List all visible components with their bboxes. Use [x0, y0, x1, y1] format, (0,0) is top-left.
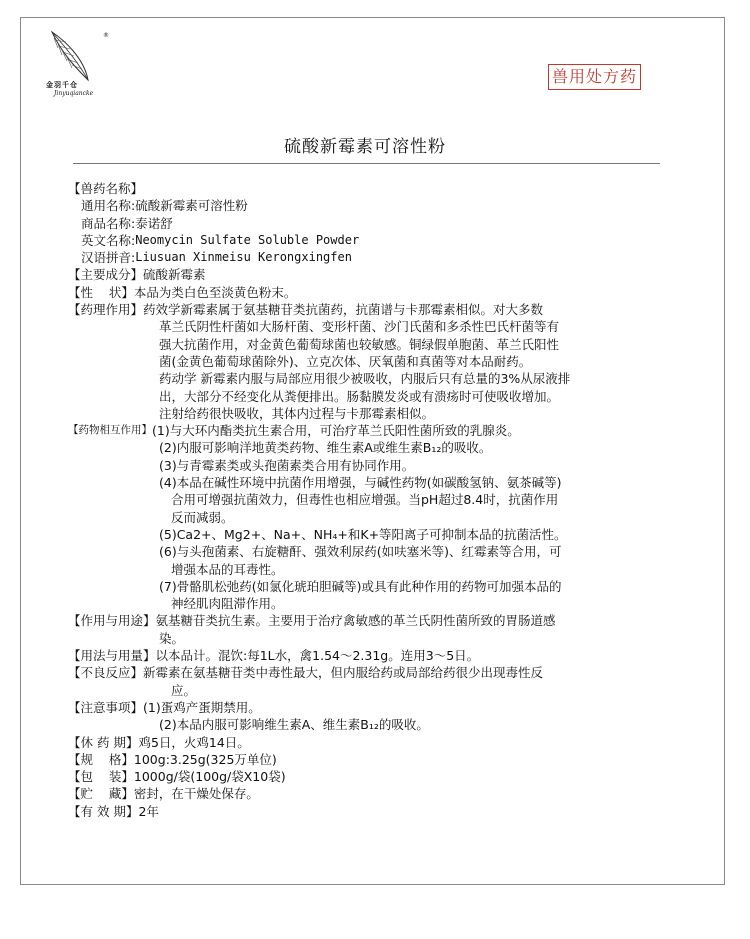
- interaction-item: (4)本品在碱性环境中抗菌作用增强，与碱性药物(如碳酸氢钠、氨茶碱等): [159, 475, 562, 491]
- section-line: (2)本品内服可影响维生素A、维生素B₁₂的吸收。: [159, 717, 429, 733]
- section-line: 菌(金黄色葡萄球菌除外)、立克次体、厌氧菌和真菌等对本品耐药。: [159, 353, 532, 369]
- section-label: 【休 药 期】: [68, 734, 139, 750]
- field-value: 泰诺舒: [135, 215, 173, 231]
- pinyin-name-row: [68, 249, 668, 266]
- section-value: 1000g/袋(100g/袋X10袋): [133, 769, 286, 785]
- appearance-row: [68, 284, 668, 301]
- section-line: 氨基糖苷类抗生素。主要用于治疗禽敏感的革兰氏阴性菌所致的胃肠道感: [155, 613, 556, 629]
- field-value: 硫酸新霉素可溶性粉: [135, 198, 248, 214]
- section-name-header: [68, 180, 668, 197]
- section-label: 【性 状】: [68, 284, 134, 300]
- validity-row: [68, 803, 668, 820]
- section-label: 【有 效 期】: [68, 803, 139, 819]
- interaction-item-cont: 反而减弱。: [171, 509, 234, 525]
- interaction-item: (5)Ca2+、Mg2+、Na+、NH₄+和K+等阳离子可抑制本品的抗菌活性。: [159, 526, 567, 542]
- precautions-row: [68, 699, 668, 716]
- section-line: (1)蛋鸡产蛋期禁用。: [143, 699, 261, 715]
- interaction-item: (3)与青霉素类或头孢菌素类合用有协同作用。: [159, 457, 415, 473]
- section-value: 硫酸新霉素: [143, 267, 206, 283]
- generic-name-row: [68, 197, 668, 214]
- section-value: 密封，在干燥处保存。: [133, 786, 259, 802]
- pharmacology-row: [68, 301, 668, 318]
- section-label: 【药理作用】: [68, 302, 144, 318]
- section-label: 【药物相互作用】: [68, 424, 152, 437]
- title-divider: [73, 163, 660, 164]
- trade-name-row: [68, 215, 668, 232]
- section-line: 新霉素在氨基糖苷类中毒性最大，但内服给药或局部给药很少出现毒性反: [143, 665, 544, 681]
- section-line: 革兰氏阴性杆菌如大肠杆菌、变形杆菌、沙门氏菌和多杀性巴氏杆菌等有: [159, 319, 560, 335]
- storage-row: [68, 785, 668, 802]
- field-value: Neomycin Sulfate Soluble Powder: [135, 232, 360, 247]
- ingredient-row: [68, 266, 668, 283]
- adverse-row: [68, 664, 668, 681]
- rx-badge: 兽用处方药: [548, 64, 641, 90]
- interaction-item-cont: 合用可增强抗菌效力，但毒性也相应增强。当pH超过8.4时，抗菌作用: [171, 492, 559, 508]
- interaction-item: (6)与头孢菌素、右旋糖酐、强效利尿药(如呋塞米等)、红霉素等合用，可: [159, 544, 562, 560]
- section-line: 强大抗菌作用，对金黄色葡萄球菌也较敏感。铜绿假单胞菌、革兰氏阳性: [159, 336, 560, 352]
- field-value: Liusuan Xinmeisu Kerongxingfen: [135, 250, 352, 265]
- section-line: 应。: [171, 682, 197, 698]
- registered-mark: ®: [103, 32, 109, 39]
- section-value: 鸡5日，火鸡14日。: [138, 734, 250, 750]
- interaction-item: (2)内服可影响洋地黄类药物、维生素A或维生素B₁₂的吸收。: [159, 440, 492, 456]
- brand-logo: [44, 30, 114, 110]
- section-line: 药效学新霉素属于氨基糖苷类抗菌药，抗菌谱与卡那霉素相似。对大多数: [143, 302, 544, 318]
- section-value: 本品为类白色至淡黄色粉末。: [133, 284, 297, 300]
- brand-name-cn: 金羽千仓: [46, 80, 78, 89]
- section-line: 注射给药很快吸收，其体内过程与卡那霉素相似。: [159, 405, 435, 421]
- interaction-item: (1)与大环内酯类抗生素合用，可治疗革兰氏阳性菌所致的乳腺炎。: [152, 423, 520, 439]
- brand-name-en: Jinyuqiancke: [54, 90, 94, 97]
- section-label: 【兽药名称】: [68, 181, 144, 196]
- section-label: 【规 格】: [68, 751, 134, 767]
- indications-row: [68, 612, 668, 629]
- section-line: 出，大部分不经变化从粪便排出。肠黏膜发炎或有溃疡时可使吸收增加。: [159, 388, 560, 404]
- interaction-item: (7)骨骼肌松弛药(如氯化琥珀胆碱等)或具有此种作用的药物可加强本品的: [159, 578, 562, 594]
- section-label: 【作用与用途】: [68, 613, 156, 629]
- field-label: 通用名称:: [81, 198, 136, 214]
- interaction-item-cont: 神经肌肉阻滞作用。: [171, 596, 284, 612]
- field-label: 汉语拼音:: [81, 250, 136, 266]
- dosage-row: [68, 647, 668, 664]
- interaction-item-cont: 增强本品的耳毒性。: [171, 561, 284, 577]
- section-label: 【主要成分】: [68, 267, 144, 283]
- section-value: 2年: [138, 803, 159, 819]
- english-name-row: [68, 232, 668, 249]
- section-line: 染。: [159, 630, 185, 646]
- section-value: 以本品计。混饮:每1L水，禽1.54～2.31g。连用3～5日。: [155, 648, 480, 664]
- leaflet-body: [68, 180, 668, 820]
- field-label: 商品名称:: [81, 215, 136, 231]
- specification-row: [68, 751, 668, 768]
- package-row: [68, 768, 668, 785]
- field-label: 英文名称:: [81, 232, 136, 248]
- section-line: 药动学 新霉素内服与局部应用很少被吸收，内服后只有总量的3%从尿液排: [159, 371, 571, 387]
- section-label: 【注意事项】: [68, 699, 144, 715]
- section-label: 【不良反应】: [68, 665, 144, 681]
- interactions-row: [68, 422, 668, 439]
- section-label: 【贮 藏】: [68, 786, 134, 802]
- section-value: 100g:3.25g(325万单位): [133, 751, 277, 767]
- withdrawal-row: [68, 734, 668, 751]
- page-title: 硫酸新霉素可溶性粉: [284, 137, 446, 157]
- section-label: 【包 装】: [68, 769, 134, 785]
- section-label: 【用法与用量】: [68, 648, 156, 664]
